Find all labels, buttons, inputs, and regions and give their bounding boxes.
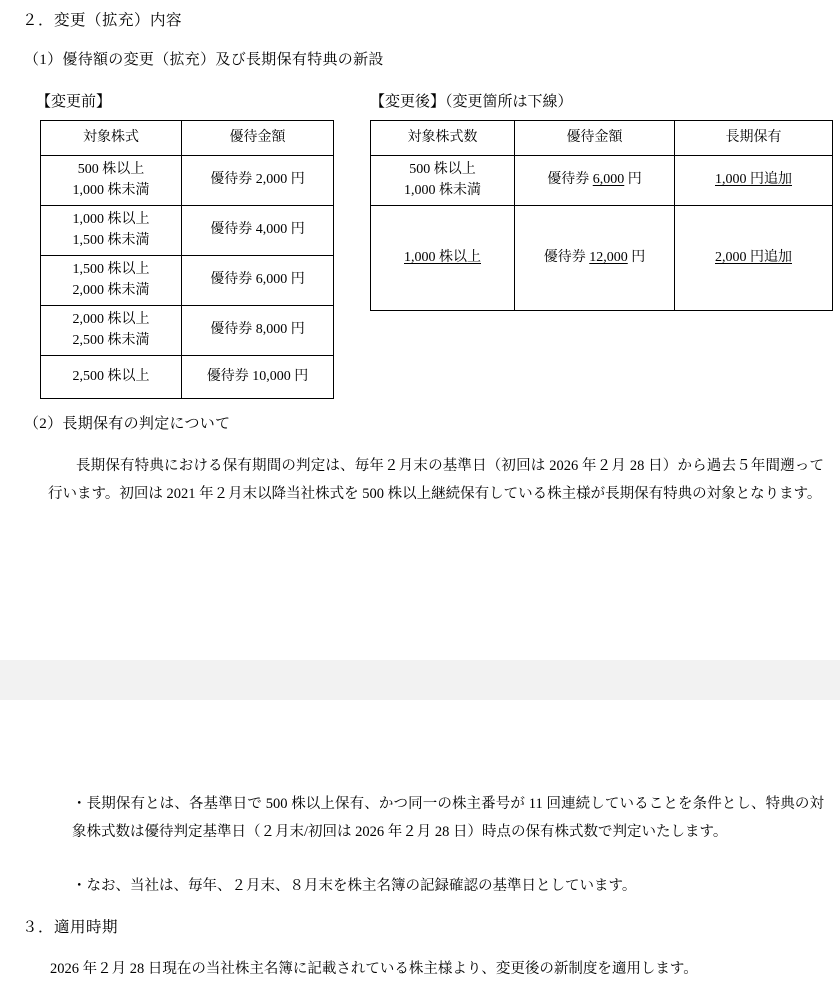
cell-shares: 2,000 株以上 2,500 株未満 (41, 306, 182, 356)
cell-amount (515, 156, 675, 206)
longterm-value: 2,000 円追加 (715, 249, 792, 265)
cell-shares: 2,500 株以上 (41, 356, 182, 399)
cell-shares: 1,500 株以上 2,000 株未満 (41, 256, 182, 306)
table-row (371, 206, 833, 311)
column-header-shares: 対象株式 (41, 121, 182, 156)
column-header-amount: 優待金額 (515, 121, 675, 156)
column-header-shares: 対象株式数 (371, 121, 515, 156)
table-row (41, 356, 334, 399)
cell-amount: 優待券 6,000 円 (182, 256, 334, 306)
item-1-heading: （1）優待額の変更（拡充）及び長期保有特典の新設 (24, 52, 384, 68)
cell-longterm (675, 156, 833, 206)
cell-shares-line1: 500 株以上 (409, 162, 476, 178)
item-2-heading: （2）長期保有の判定について (24, 416, 231, 432)
label-after-change: 【変更後】（変更箇所は下線） (370, 94, 573, 110)
table-after-change (370, 120, 833, 311)
cell-shares (371, 156, 515, 206)
section-3-heading: ３．適用時期 (22, 919, 119, 936)
amount-suffix: 円 (627, 172, 642, 188)
cell-amount: 優待券 10,000 円 (182, 356, 334, 399)
cell-amount: 優待券 2,000 円 (182, 156, 334, 206)
cell-shares (371, 206, 515, 311)
cell-shares-line2: 1,000 株未満 (404, 182, 481, 198)
label-before-change: 【変更前】 (36, 94, 112, 110)
table-before-change (40, 120, 334, 399)
section-2-heading: ２．変更（拡充）内容 (22, 12, 183, 29)
cell-amount (515, 206, 675, 311)
table-row (41, 256, 334, 306)
longterm-value: 1,000 円追加 (715, 172, 792, 188)
amount-value: 12,000 (589, 249, 628, 265)
section-3-body: 2026 年２月 28 日現在の当社株主名簿に記載されている株主様より、変更後の新制度を適用します。 (50, 961, 698, 977)
column-header-longterm: 長期保有 (675, 121, 833, 156)
column-header-amount: 優待金額 (182, 121, 334, 156)
amount-suffix: 円 (631, 249, 646, 265)
amount-prefix: 優待券 (543, 249, 586, 265)
bullet-longterm-definition: ・長期保有とは、各基準日で 500 株以上保有、かつ同一の株主番号が 11 回連続していることを条件とし、特典の対象株式数は優待判定基準日（２月末/初回は 2026 年２月 28 日）時点の保有株式数で判定いたします。 (72, 796, 824, 841)
bullet-record-dates: ・なお、当社は、毎年、２月末、８月末を株主名簿の記録確認の基準日としています。 (72, 878, 637, 894)
table-row (41, 306, 334, 356)
cell-shares: 1,000 株以上 1,500 株未満 (41, 206, 182, 256)
page-separator-band (0, 660, 840, 700)
cell-shares-line1: 1,000 株以上 (404, 249, 481, 265)
cell-shares: 500 株以上 1,000 株未満 (41, 156, 182, 206)
amount-value: 6,000 (592, 172, 625, 188)
cell-amount: 優待券 8,000 円 (182, 306, 334, 356)
cell-amount: 優待券 4,000 円 (182, 206, 334, 256)
table-row (41, 206, 334, 256)
table-row (41, 121, 334, 156)
item-2-body: 長期保有特典における保有期間の判定は、毎年２月末の基準日（初回は 2026 年２月 28 日）から過去５年間遡って行います。初回は 2021 年２月末以降当社株式を 500 株以上継続保有している株主様が長期保有特典の対象となります。 (48, 458, 824, 503)
amount-prefix: 優待券 (547, 172, 590, 188)
table-row (371, 156, 833, 206)
cell-longterm (675, 206, 833, 311)
table-row (371, 121, 833, 156)
table-row (41, 156, 334, 206)
